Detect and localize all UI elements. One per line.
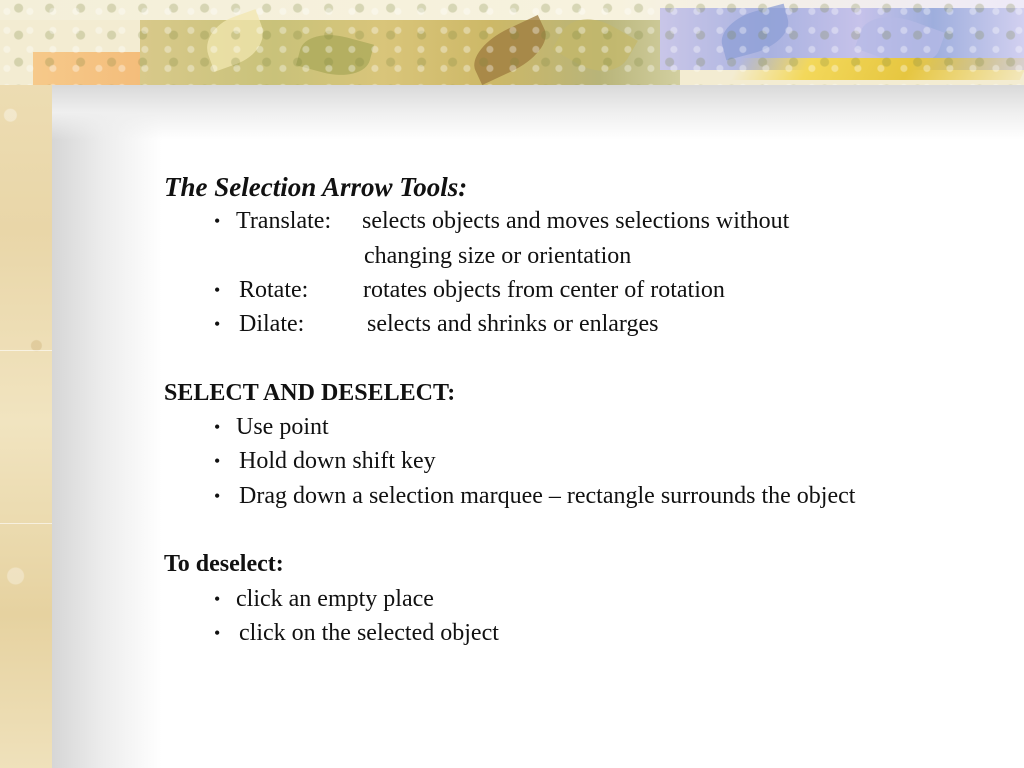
tool-label: Translate:	[236, 208, 332, 235]
tool-dilate	[164, 307, 1004, 341]
tool-rotate	[164, 273, 1004, 307]
bullet-icon: •	[214, 314, 221, 335]
list-item	[164, 582, 1004, 616]
bullet-icon: •	[214, 622, 221, 643]
heading-select-deselect: SELECT AND DESELECT:	[164, 379, 456, 406]
left-shadow	[52, 85, 162, 768]
heading-to-deselect: To deselect:	[164, 551, 284, 578]
spacer	[164, 341, 1004, 375]
banner-texture	[0, 0, 1024, 85]
heading-selection-tools: The Selection Arrow Tools:	[164, 172, 468, 202]
bullet-icon: •	[214, 417, 221, 438]
parchment-border	[0, 0, 52, 768]
tool-label: Dilate:	[239, 311, 305, 338]
parchment-seam	[0, 523, 52, 524]
tool-translate	[164, 204, 1004, 238]
list-item-text: click an empty place	[236, 585, 434, 612]
spacer	[164, 513, 1004, 547]
bullet-icon: •	[214, 451, 221, 472]
tool-desc: selects and shrinks or enlarges	[367, 311, 659, 338]
leaf-banner	[0, 0, 1024, 85]
list-item-text: click on the selected object	[239, 619, 499, 646]
list-item-text: Use point	[236, 414, 329, 441]
tool-translate-continued: changing size or orientation	[364, 242, 632, 269]
list-item	[164, 410, 1004, 444]
tool-label: Rotate:	[239, 276, 309, 303]
bullet-icon: •	[214, 211, 221, 232]
parchment-seam	[0, 350, 52, 351]
list-item-text: Hold down shift key	[239, 448, 436, 475]
tool-desc: selects objects and moves selections without	[362, 208, 790, 235]
list-item	[164, 616, 1004, 650]
list-item	[164, 444, 1004, 478]
list-item	[164, 479, 1004, 513]
list-item-text: Drag down a selection marquee – rectangle surrounds the object	[239, 482, 856, 509]
top-shadow	[52, 85, 1024, 140]
bullet-icon: •	[214, 485, 221, 506]
bullet-icon: •	[214, 279, 221, 300]
tool-desc: rotates objects from center of rotation	[363, 276, 725, 303]
bullet-icon: •	[214, 588, 221, 609]
slide-body	[164, 170, 1004, 650]
